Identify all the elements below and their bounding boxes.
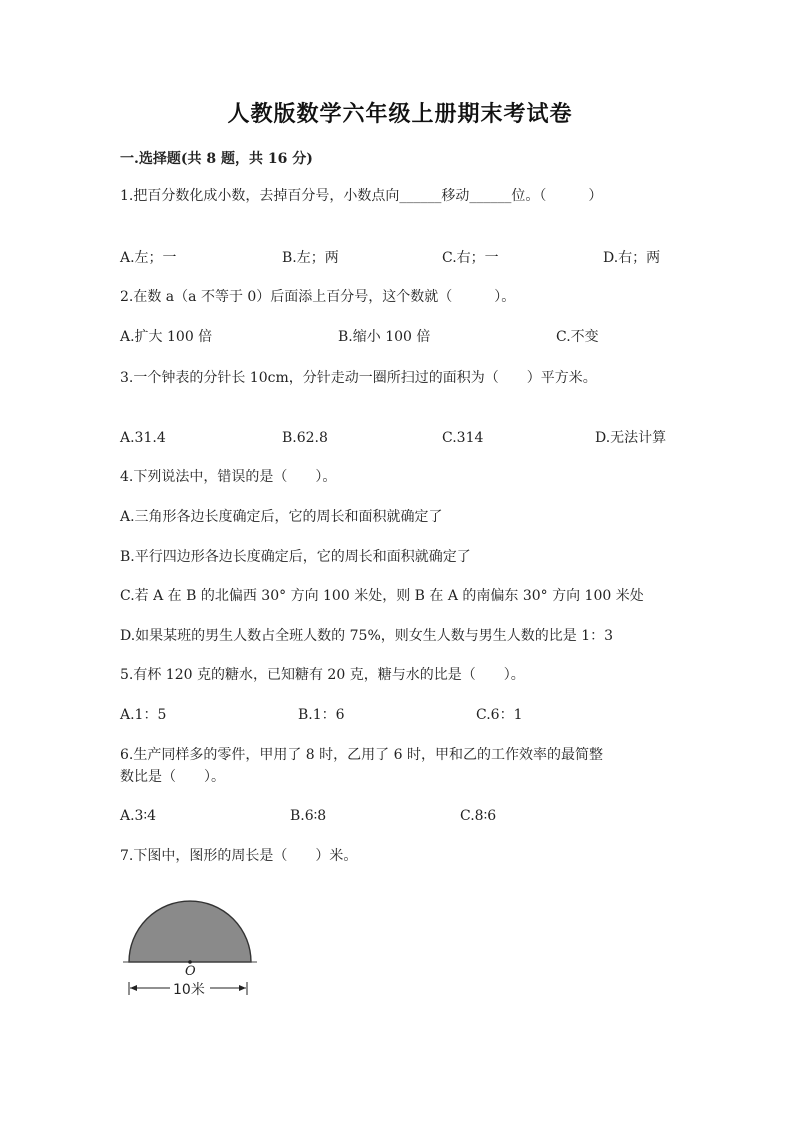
question-3-option-d: D.无法计算	[595, 430, 667, 446]
question-1-option-a: A.左；一	[120, 250, 177, 266]
question-3-option-a: A.31.4	[120, 430, 166, 446]
question-6-option-a: A.3∶4	[120, 808, 157, 824]
page-title: 人教版数学六年级上册期末考试卷	[227, 101, 573, 127]
question-3-stem: 3.一个钟表的分针长 10cm，分针走动一圈所扫过的面积为（ ）平方米。	[120, 370, 597, 386]
length-label: 10米	[173, 982, 205, 998]
question-4-option-b: B.平行四边形各边长度确定后，它的周长和面积就确定了	[120, 549, 471, 565]
semicircle-shape	[129, 901, 251, 962]
question-7-stem: 7.下图中，图形的周长是（ ）米。	[120, 848, 358, 864]
question-3-option-c: C.314	[442, 430, 484, 446]
question-6-stem-line2: 数比是（ ）。	[120, 769, 225, 785]
question-1-option-c: C.右；一	[442, 250, 499, 266]
question-4-option-a: A.三角形各边长度确定后，它的周长和面积就确定了	[120, 509, 443, 525]
question-2-stem: 2.在数 a（a 不等于 0）后面添上百分号，这个数就（ ）。	[120, 289, 516, 305]
question-5-stem: 5.有杯 120 克的糖水，已知糖有 20 克，糖与水的比是（ ）。	[120, 667, 525, 683]
question-4-option-d: D.如果某班的男生人数占全班人数的 75%，则女生人数与男生人数的比是 1：3	[120, 628, 614, 644]
question-2-option-c: C.不变	[556, 329, 599, 345]
question-5-option-c: C.6：1	[476, 707, 523, 723]
question-6-stem-line1: 6.生产同样多的零件，甲用了 8 时，乙用了 6 时，甲和乙的工作效率的最简整	[120, 747, 603, 763]
question-5-option-a: A.1：5	[120, 707, 167, 723]
section-heading: 一.选择题(共 8 题，共 16 分)	[120, 151, 313, 167]
question-2-option-a: A.扩大 100 倍	[120, 329, 213, 345]
question-2-option-b: B.缩小 100 倍	[338, 329, 431, 345]
question-5-option-b: B.1：6	[298, 707, 345, 723]
question-1-option-b: B.左；两	[282, 250, 339, 266]
question-3-option-b: B.62.8	[282, 430, 328, 446]
question-1-option-d: D.右；两	[603, 250, 661, 266]
semicircle-figure	[120, 895, 260, 1004]
question-6-option-b: B.6∶8	[290, 808, 327, 824]
question-4-option-c: C.若 A 在 B 的北偏西 30° 方向 100 米处，则 B 在 A 的南偏东 30° 方向 100 米处	[120, 588, 644, 604]
question-1-stem: 1.把百分数化成小数，去掉百分号，小数点向______移动______位。（ ）	[120, 188, 603, 204]
question-6-option-c: C.8∶6	[460, 808, 497, 824]
question-4-stem: 4.下列说法中，错误的是（ ）。	[120, 469, 337, 485]
center-label: O	[185, 964, 196, 979]
